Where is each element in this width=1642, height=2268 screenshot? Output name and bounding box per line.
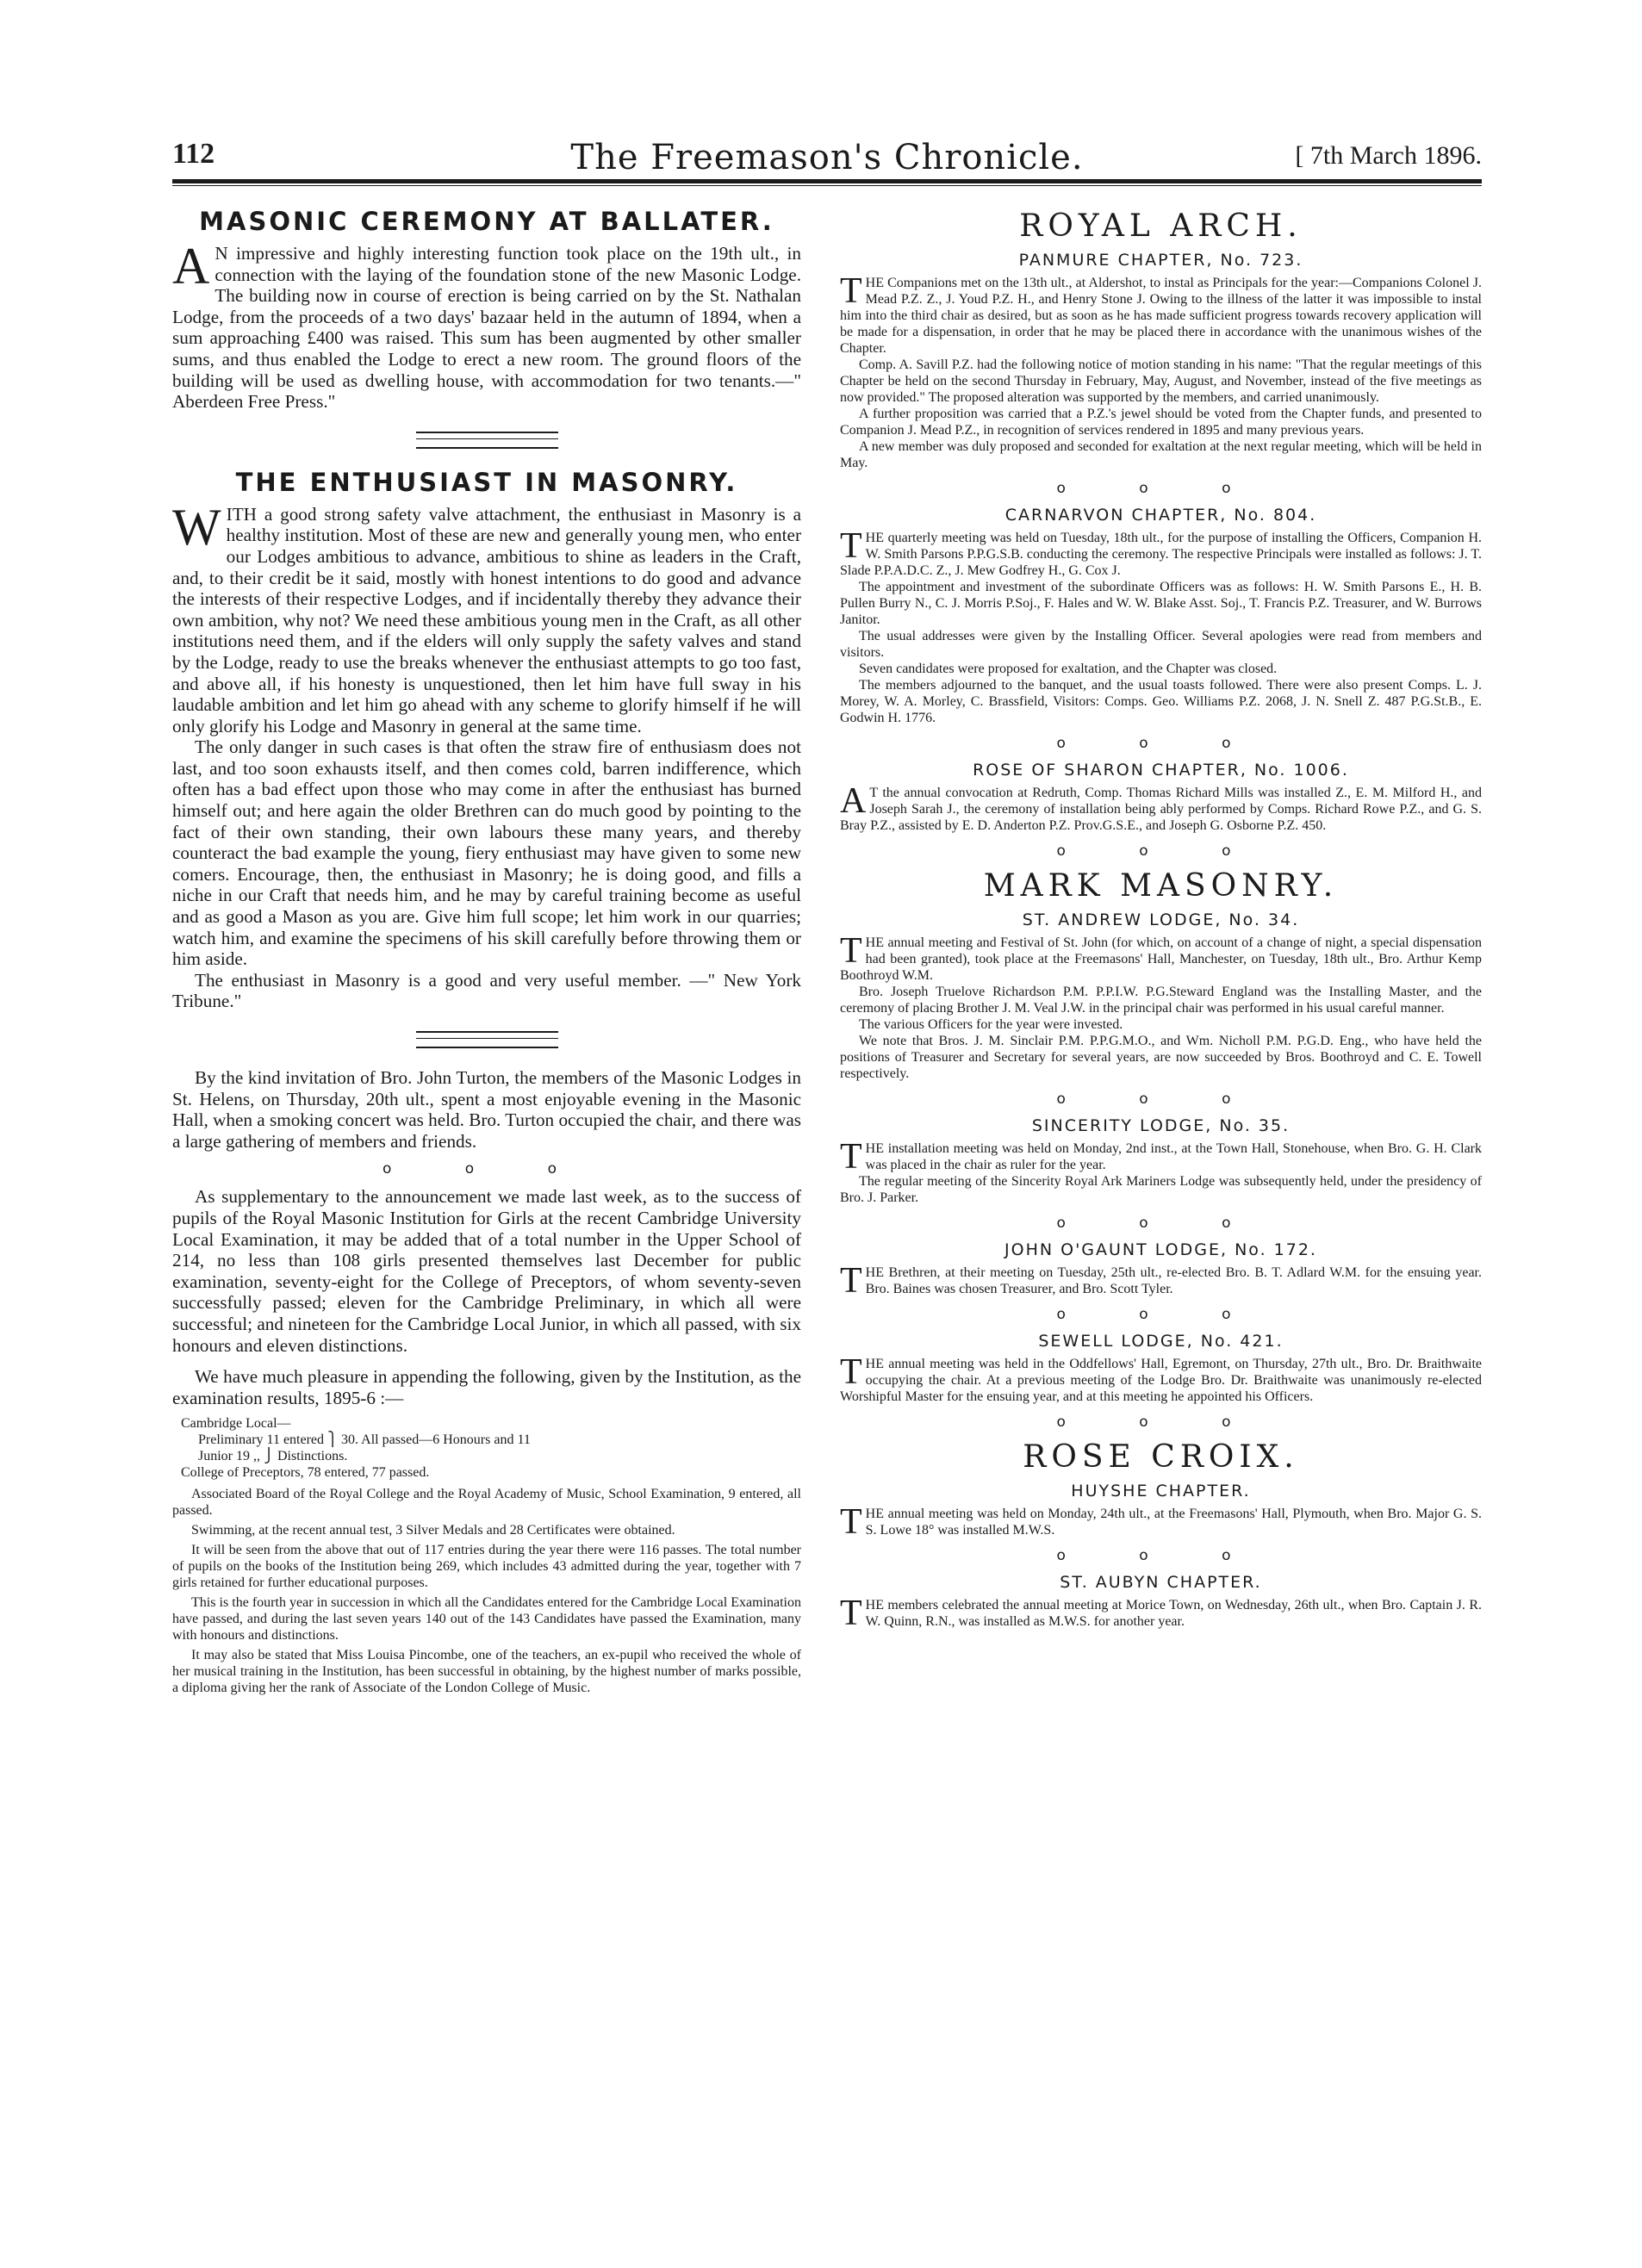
paragraph: The various Officers for the year were invested. (859, 1017, 1123, 1032)
article-title-enthusiast: THE ENTHUSIAST IN MASONRY. (235, 467, 738, 497)
paragraph: Bro. Joseph Truelove Richardson P.M. P.P.I.W. P.G.Steward England was the Installing Master, and the ceremony of placing Brother J. M. Veal J.W. in the principal chair was performed in his usual careful manner. (840, 985, 1482, 1016)
paragraph: Comp. A. Savill P.Z. had the following notice of motion standing in his name: "That the regular meetings of this Chapter be held on the second Thursday in February, May, August, and November, instead of the five meetings as now provided." The proposed alteration was supported by the members, and carried unanimously. (840, 357, 1482, 405)
article-st-aubyn (840, 1594, 1482, 1633)
lodge-title: ST. ANDREW LODGE, No. 34. (1022, 910, 1300, 929)
chapter-title: HUYSHE CHAPTER. (1071, 1482, 1251, 1501)
page-header (172, 138, 1482, 176)
paragraph: The appointment and investment of the subordinate Officers was as follows: H. W. Smith Parsons E., H. B. Pullen Burry N., C. J. Morris P.Soj., F. Hales and W. W. Blake Asst. Soj., T. Francis P.Z. Treasurer, and W. Burrows Janitor. (840, 580, 1482, 627)
paragraph: By the kind invitation of Bro. John Turton, the members of the Masonic Lodges in St. Helens, on Thursday, 20th ult., spent a most enjoyable evening in the Masonic Hall, when a smoking concert was held. Bro. Turton occupied the chair, and there was a large gathering of members and friends. (172, 1067, 801, 1152)
article-sewell (840, 1352, 1482, 1405)
article-carnarvon (840, 526, 1482, 726)
article-st-andrew (840, 931, 1482, 1082)
chapter-title: PANMURE CHAPTER, No. 723. (1018, 251, 1303, 270)
result-line: Junior 19 ,, ⎭ Distinctions. (198, 1449, 348, 1464)
header-rule-thin (172, 185, 1482, 186)
paragraph: As supplementary to the announcement we made last week, as to the success of pupils of the Royal Masonic Institution for Girls at the recent Cambridge University Local Examination, it may be added that of a total number in the Upper School of 214, no less than 108 girls presented themselves last December for public examination, seventy-eight for the College of Preceptors, of whom seventy-seven successfully passed; eleven for the Cambridge Preliminary, in which all were successful; and nineteen for the Cambridge Local Junior, in which all passed, with six honours and eleven distinctions. (172, 1186, 801, 1356)
page-number: 112 (172, 138, 215, 170)
paragraph: Swimming, at the recent annual test, 3 Silver Medals and 28 Certificates were obtained. (191, 1523, 675, 1538)
separator-dots: o o o (1056, 1306, 1266, 1323)
right-column (840, 207, 1482, 1633)
paragraph: THE installation meeting was held on Monday, 2nd inst., at the Town Hall, Stonehouse, when Bro. G. H. Clark was placed in the chair as ruler for the year. (840, 1137, 1482, 1177)
article-enthusiast (172, 498, 801, 1012)
paragraph: THE annual meeting was held on Monday, 24th ult., at the Freemasons' Hall, Plymouth, when Bro. Major G. S. S. Lowe 18° was installed M.W.S. (840, 1502, 1482, 1542)
issue-date: [ 7th March 1896. (1295, 141, 1482, 170)
article-sincerity (840, 1137, 1482, 1206)
drop-cap: W (172, 498, 221, 556)
section-title-rose-croix: ROSE CROIX. (1023, 1439, 1299, 1475)
section-divider (416, 1031, 558, 1048)
article-rose-of-sharon (840, 781, 1482, 834)
article-panmure (840, 271, 1482, 471)
paragraph: The enthusiast in Masonry is a good and very useful member. —" New York Tribune." (172, 969, 801, 1012)
header-rule (172, 179, 1482, 183)
drop-cap: A (172, 238, 210, 295)
paragraph: Associated Board of the Royal College and the Royal Academy of Music, School Examination, 9 entered, all passed. (172, 1487, 801, 1519)
paragraph: The usual addresses were given by the Installing Officer. Several apologies were read from members and visitors. (840, 629, 1482, 660)
separator-dots: o o o (1056, 735, 1266, 752)
paragraph: THE annual meeting was held in the Oddfellows' Hall, Egremont, on Thursday, 27th ult., Bro. Dr. Braithwaite occupying the chair. At a previous meeting of the Lodge Bro. Dr. Braithwaite was unanimously re-elected Worshipful Master for the ensuing year, and at this meeting he appointed his Officers. (840, 1352, 1482, 1404)
drop-cap: T (840, 1352, 862, 1392)
masthead-title: The Freemason's Chronicle. (570, 138, 1084, 177)
paragraph: It may also be stated that Miss Louisa Pincombe, one of the teachers, an ex-pupil who received the whole of her musical training in the Institution, has been successful in obtaining, by the highest number of marks possible, a diploma giving her the rank of Associate of the London College of Music. (172, 1648, 801, 1696)
separator-dots: o o o (1056, 1215, 1266, 1232)
result-line: Cambridge Local— (181, 1416, 291, 1432)
paragraph: WITH a good strong safety valve attachment, the enthusiast in Masonry is a healthy institution. Most of these are new and generally young men, who enter our Lodges ambitious to advance, ambitious to shine as leaders in the Craft, and, to their credit be it said, mostly with honest intentions to do good and advance the interests of their respective Lodges, and if incidentally thereby they advance their own ambition, why not? We need these ambitious young men in the Craft, as all other institutions need them, and if the elders will only supply the safety valves and stand by the Lodge, ready to use the breaks whenever the enthusiast attempts to go too fast, and above all, if his honesty is unquestioned, then let him have full sway in his laudable ambition and let him go ahead with any scheme to glorify himself if he will only glorify his Lodge and Masonry in general at the same time. (172, 498, 801, 736)
paragraph: THE Brethren, at their meeting on Tuesday, 25th ult., re-elected Bro. B. T. Adlard W.M. for the ensuing year. Bro. Baines was chosen Treasurer, and Bro. Scott Tyler. (840, 1261, 1482, 1301)
drop-cap: A (840, 781, 867, 821)
result-line: College of Preceptors, 78 entered, 77 passed. (181, 1465, 430, 1481)
paragraph: A T the annual convocation at Redruth, Comp. Thomas Richard Mills was installed Z., E. M. Milford H., and Joseph Sarah J., the ceremony of installation being ably performed by Comps. Richard Rowe P.Z., and G. S. Bray P.Z., assisted by E. D. Anderton P.Z. Prov.G.S.E., and Joseph G. Osborne P.Z. 450. (840, 781, 1482, 833)
drop-cap: T (840, 1594, 862, 1633)
section-divider (416, 432, 558, 449)
paragraph: A further proposition was carried that a P.Z.'s jewel should be voted from the Chapter funds, and presented to Companion J. Mead P.Z., in recognition of services rendered in 1895 and many previous years. (840, 407, 1482, 438)
article-text: N impressive and highly interesting function took place on the 19th ult., in connection with the laying of the foundation stone of the new Masonic Lodge. The building now in course of erection is being carried on by the St. Nathalan Lodge, from the proceeds of a two days' bazaar held in the autumn of 1894, when a sum approaching £400 was raised. This sum has been augmented by other smaller sums, and thus enabled the Lodge to erect a new room. The ground floors of the building will be used as dwelling house, with accommodation for two tenants.—" Aberdeen Free Press." (172, 243, 801, 413)
paragraph: The regular meeting of the Sincerity Royal Ark Mariners Lodge was subsequently held, under the presidency of Bro. J. Parker. (840, 1174, 1482, 1205)
paragraph: THE members celebrated the annual meeting at Morice Town, on Wednesday, 26th ult., when Bro. Captain J. R. W. Quinn, R.N., was installed as M.W.S. for another year. (840, 1594, 1482, 1633)
lodge-title: JOHN O'GAUNT LODGE, No. 172. (1004, 1240, 1317, 1259)
results-notes (172, 1486, 801, 1696)
paragraph: THE quarterly meeting was held on Tuesday, 18th ult., for the purpose of installing the Officers, Companion H. W. Smith Parsons P.P.G.S.B. conducting the ceremony. The respective Principals were installed as follows: J. T. Slade P.P.A.D.C. Z., J. Mew Godfrey H., G. Cox J. (840, 526, 1482, 578)
paragraph: The only danger in such cases is that often the straw fire of enthusiasm does not last, and too soon exhausts itself, and then comes cold, barren indifference, which often has a bad effect upon those who may come in after the enthusiast has burned himself out; and here again the older Brethren can do much good by pointing to the fact of their own standing, their own labours these many years, and thereby counteract the bad example the young, fiery enthusiast may have given to some new comers. Encourage, then, the enthusiast in Masonry; he is doing good, and fills a niche in our Craft that needs him, and he may by careful training become as useful and as good a Mason as you are. Give him full scope; let him work in our quarries; watch him, and examine the specimens of his skill carefully before throwing them or him aside. (172, 736, 801, 970)
paragraph: Seven candidates were proposed for exaltation, and the Chapter was closed. (859, 662, 1278, 676)
paragraph: It will be seen from the above that out of 117 entries during the year there were 116 passes. The total number of pupils on the books of the Institution being 269, which includes 43 admitted during the year, together with 7 girls retained for further educational purposes. (172, 1543, 801, 1591)
paragraph: THE Companions met on the 13th ult., at Aldershot, to instal as Principals for the year:—Companions Colonel J. Mead P.Z. Z., J. Youd P.Z. H., and Henry Stone J. Owing to the illness of the latter it was impossible to instal him into the third chair as desired, but as soon as he has made sufficient progress towards recovery application will be made for a dispensation, in order that he may be placed there in accordance with the unanimous wishes of the Chapter. (840, 271, 1482, 356)
lodge-title: SEWELL LODGE, No. 421. (1038, 1332, 1284, 1351)
chapter-title: CARNARVON CHAPTER, No. 804. (1004, 506, 1317, 525)
chapter-title: ST. AUBYN CHAPTER. (1060, 1573, 1262, 1592)
section-title-royal-arch: ROYAL ARCH. (1019, 208, 1303, 244)
article-huyshe (840, 1502, 1482, 1542)
article-title-ballater: MASONIC CEREMONY AT BALLATER. (199, 207, 774, 236)
result-line: Preliminary 11 entered ⎫ 30. All passed—6 Honours and 11 (198, 1432, 531, 1448)
separator-dots: o o o (1056, 842, 1266, 860)
lodge-title: SINCERITY LODGE, No. 35. (1031, 1116, 1291, 1135)
drop-cap: T (840, 1261, 862, 1301)
separator-dots: o o o (1056, 1414, 1266, 1431)
paragraph: THE annual meeting and Festival of St. John (for which, on account of a change of night, a special dispensation had been granted), took place at the Freemasons' Hall, Manchester, on Tuesday, 18th ult., Bro. Arthur Kemp Boothroyd W.M. (840, 931, 1482, 983)
drop-cap: T (840, 1502, 862, 1542)
exam-results (172, 1415, 801, 1481)
drop-cap: T (840, 931, 862, 971)
article-ballater (172, 238, 801, 413)
separator-dots: o o o (1056, 1547, 1266, 1564)
drop-cap: T (840, 271, 862, 311)
separator-dots: o o o (1056, 480, 1266, 497)
paragraph: We have much pleasure in appending the following, given by the Institution, as the examination results, 1895-6 :— (172, 1366, 801, 1408)
drop-cap: T (840, 526, 862, 566)
separator-dots: o o o (1056, 1091, 1266, 1108)
drop-cap: T (840, 1137, 862, 1177)
paragraph: This is the fourth year in succession in which all the Candidates entered for the Cambridge Local Examination have passed, and during the last seven years 140 out of the 143 Candidates have passed the Examination, many with honours and distinctions. (172, 1595, 801, 1644)
article-john-ogaunt (840, 1261, 1482, 1301)
separator-dots: o o o (382, 1160, 591, 1178)
paragraph: The members adjourned to the banquet, and the usual toasts followed. There were also present Comps. L. J. Morey, W. A. Morley, C. Brassfield, Visitors: Comps. Geo. Williams P.Z. 2068, J. N. Snell Z. 487 P.G.St.B., E. Godwin H. 1776. (840, 678, 1482, 725)
section-title-mark-masonry: MARK MASONRY. (983, 868, 1339, 904)
chapter-title: ROSE OF SHARON CHAPTER, No. 1006. (973, 761, 1349, 780)
left-column (172, 207, 801, 1696)
article-supplementary (172, 1186, 801, 1408)
paragraph: We note that Bros. J. M. Sinclair P.M. P.P.G.M.O., and Wm. Nicholl P.M. P.G.D. Eng., who have held the positions of Treasurer and Secretary for several years, are now succeeded by Bros. Boothroyd and C. E. Towell respectively. (840, 1034, 1482, 1081)
paragraph: A new member was duly proposed and seconded for exaltation at the next regular meeting, which will be held in May. (840, 439, 1482, 470)
article-turton (172, 1067, 801, 1152)
